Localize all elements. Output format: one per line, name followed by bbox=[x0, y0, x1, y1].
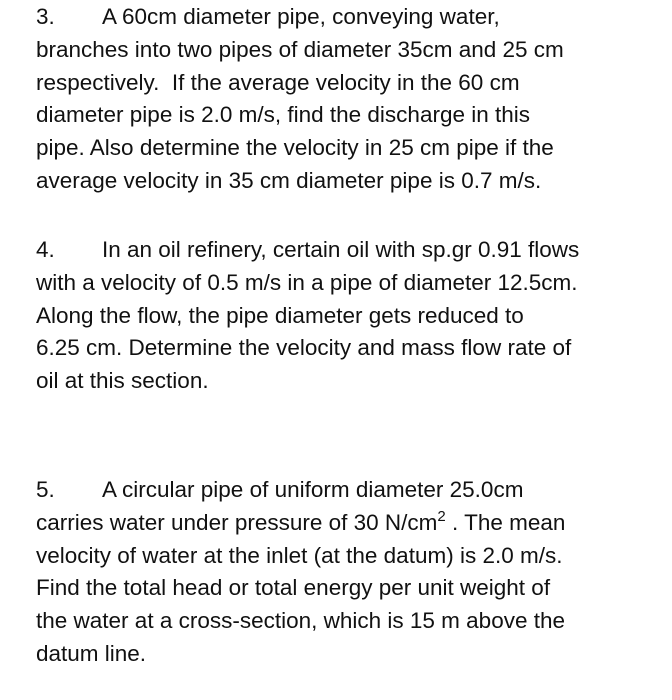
problem-3-line-4: diameter pipe is 2.0 m/s, find the discharge in this bbox=[36, 102, 531, 128]
problem-text: carries water under pressure of 30 N/cm bbox=[36, 509, 438, 535]
problem-5-line-3: velocity of water at the inlet (at the datum) is 2.0 m/s. bbox=[36, 542, 563, 568]
problem-number: 4. bbox=[36, 237, 55, 262]
problem-3-line-3: respectively. If the average velocity in the 60 cm bbox=[36, 69, 520, 95]
problem-3 bbox=[36, 1, 652, 198]
problem-number: 5. bbox=[36, 477, 55, 502]
problem-4-line-3: Along the flow, the pipe diameter gets reduced to bbox=[36, 302, 524, 328]
problem-text: In an oil refinery, certain oil with sp.gr 0.91 flows bbox=[102, 237, 580, 262]
problem-text: A 60cm diameter pipe, conveying water, bbox=[102, 4, 500, 29]
problem-4-line-1 bbox=[36, 234, 652, 267]
problem-text: . The mean bbox=[445, 509, 566, 535]
problem-4-line-4: 6.25 cm. Determine the velocity and mass flow rate of bbox=[36, 335, 572, 361]
problem-text: A circular pipe of uniform diameter 25.0cm bbox=[102, 477, 524, 502]
problem-5 bbox=[36, 474, 652, 671]
superscript: 2 bbox=[437, 507, 446, 525]
problem-5-line-6: datum line. bbox=[36, 640, 147, 666]
problem-3-line-1 bbox=[36, 1, 652, 34]
problem-5-line-2 bbox=[36, 507, 652, 540]
problem-number: 3. bbox=[36, 4, 55, 29]
problem-5-line-4: Find the total head or total energy per unit weight of bbox=[36, 575, 551, 601]
problem-4-line-5: oil at this section. bbox=[36, 368, 209, 394]
problem-4-line-2: with a velocity of 0.5 m/s in a pipe of diameter 12.5cm. bbox=[36, 269, 578, 295]
problem-3-line-2: branches into two pipes of diameter 35cm and 25 cm bbox=[36, 36, 564, 62]
problem-3-line-6: average velocity in 35 cm diameter pipe is 0.7 m/s. bbox=[36, 167, 542, 193]
problem-5-line-1 bbox=[36, 474, 652, 507]
problem-4 bbox=[36, 234, 652, 398]
problem-3-line-5: pipe. Also determine the velocity in 25 cm pipe if the bbox=[36, 135, 554, 161]
problem-5-line-5: the water at a cross-section, which is 15 m above the bbox=[36, 608, 566, 634]
